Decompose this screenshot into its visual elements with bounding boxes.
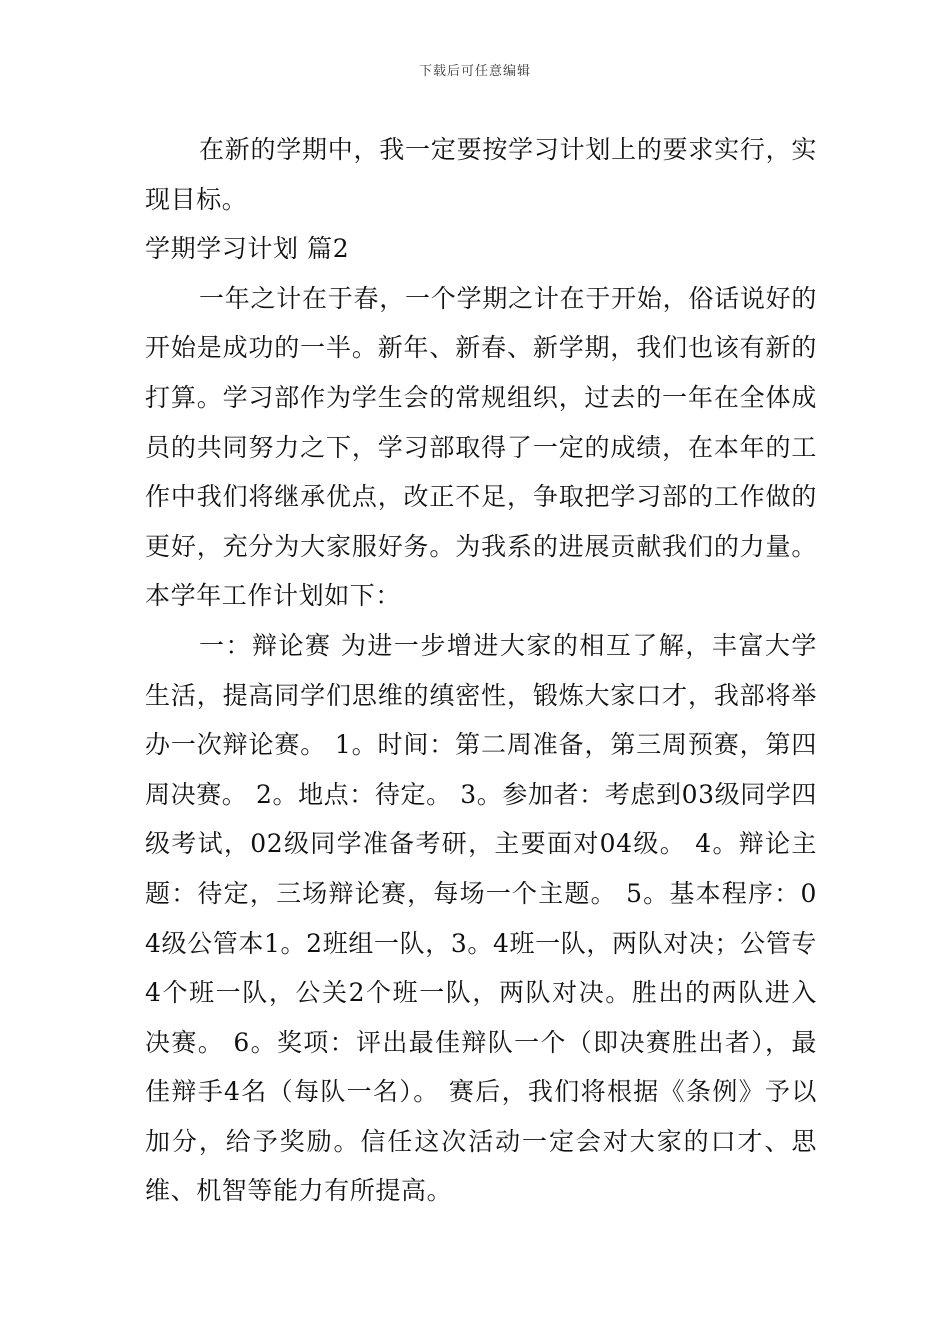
paragraph-debate-plan: 一：辩论赛 为进一步增进大家的相互了解，丰富大学生活，提高同学们思维的缜密性，锻炼大家口才，我部将举办一次辩论赛。 1。时间：第二周准备，第三周预赛，第四周决赛。 2。地点：待定。 3。参加者：考虑到03级同学四级考试，02级同学准备考研，主要面对04级。 4。辩论主题：待定，三场辩论赛，每场一个主题。 5。基本程序：04级公管本1。2班组一队，3。4班一队，两队对决；公管专4个班一队，公关2个班一队，两队对决。胜出的两队进入决赛。 6。奖项：评出最佳辩队一个（即决赛胜出者），最佳辩手4名（每队一名）。 赛后，我们将根据《条例》予以加分，给予奖励。信任这次活动一定会对大家的口才、思维、机智等能力有所提高。 bbox=[145, 630, 817, 1206]
document-body bbox=[145, 125, 817, 1216]
page-header-note: 下载后可任意编辑 bbox=[418, 64, 531, 79]
section-title: 学期学习计划 篇2 bbox=[145, 234, 350, 264]
paragraph-introduction: 一年之计在于春，一个学期之计在于开始，俗话说好的开始是成功的一半。新年、新春、新学期，我们也该有新的打算。学习部作为学生会的常规组织，过去的一年在全体成员的共同努力之下，学习部取得了一定的成绩，在本年的工作中我们将继承优点，改正不足，争取把学习部的工作做的更好，充分为大家服好务。为我系的进展贡献我们的力量。本学年工作计划如下： bbox=[145, 283, 817, 611]
paragraph-closing-goal: 在新的学期中，我一定要按学习计划上的要求实行，实现目标。 bbox=[145, 135, 817, 214]
